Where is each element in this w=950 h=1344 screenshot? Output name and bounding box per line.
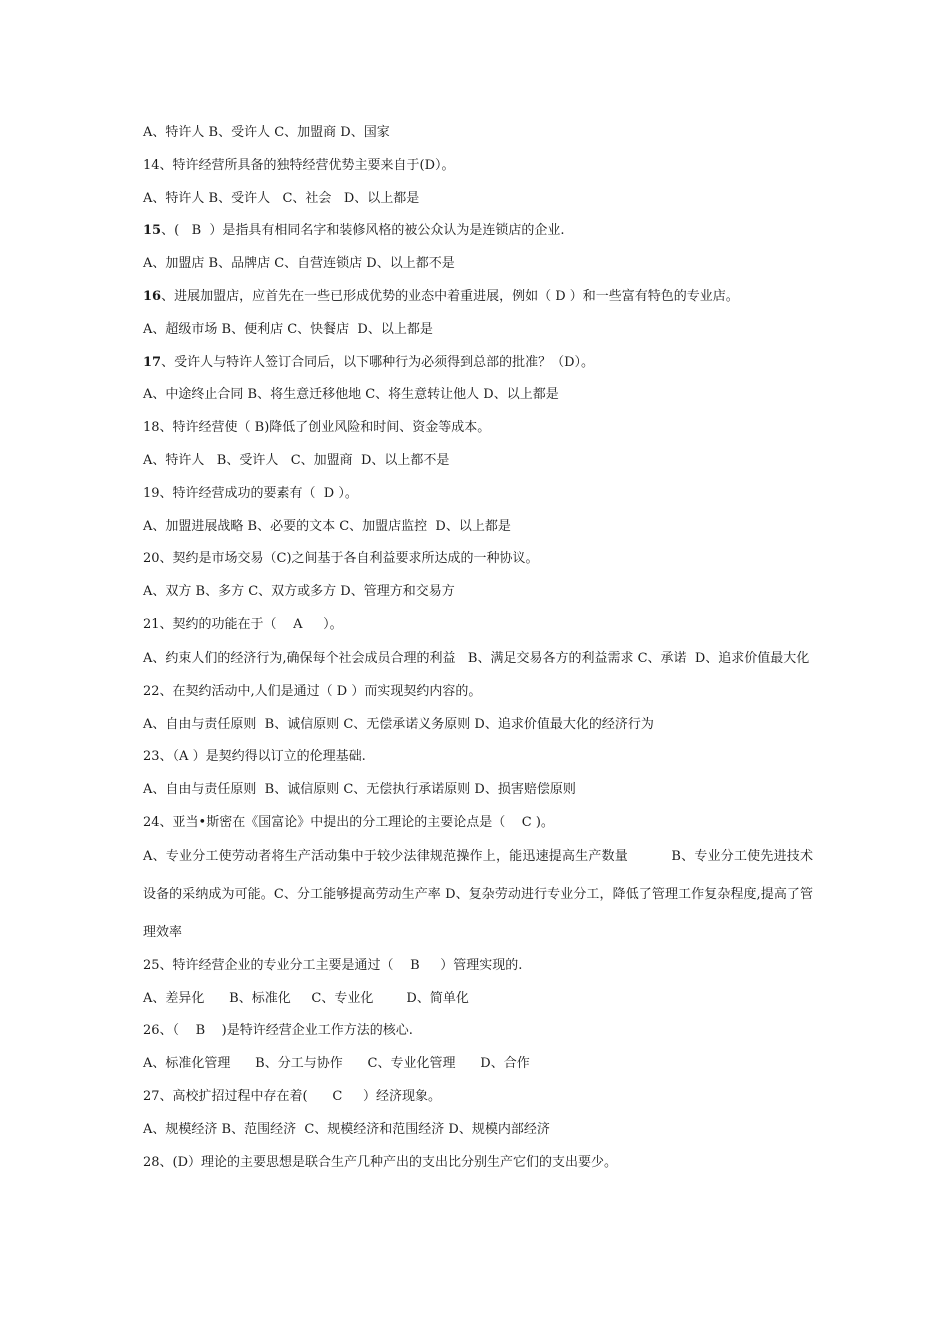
question-22: 22、在契约活动中,人们是通过（ D ）而实现契约内容的。: [143, 683, 482, 699]
question-26: 26、（ B )是特许经营企业工作方法的核心.: [143, 1023, 413, 1039]
options-25: A、差异化 B、标准化 C、专业化 D、简单化: [143, 990, 469, 1006]
options-16: A、超级市场 B、便利店 C、快餐店 D、以上都是: [143, 321, 433, 337]
question-20: 20、契约是市场交易（C)之间基于各自利益要求所达成的一种协议。: [143, 551, 539, 567]
options-20: A、双方 B、多方 C、双方或多方 D、管理方和交易方: [143, 584, 455, 600]
options-21: A、约束人们的经济行为,确保每个社会成员合理的利益 B、满足交易各方的利益需求 C、承诺 D、追求价值最大化: [143, 650, 810, 666]
question-28: 28、(D）理论的主要思想是联合生产几种产出的支出比分别生产它们的支出要少。: [143, 1154, 618, 1170]
options-24: A、专业分工使劳动者将生产活动集中于较少法律规范操作上，能迅速提高生产数量 B、专业分工使先进技术设备的采纳成为可能。C、分工能够提高劳动生产率 D、复杂劳动进行专业分工，降低了管理工作复杂程度,提高了管理效率: [143, 848, 813, 940]
options-22: A、自由与责任原则 B、诚信原则 C、无偿承诺义务原则 D、追求价值最大化的经济行为: [143, 716, 654, 732]
options-14: A、特许人 B、受许人 C、社会 D、以上都是: [143, 190, 420, 206]
document-page: [143, 123, 813, 1185]
question-23: 23、（A ）是契约得以订立的伦理基础.: [143, 749, 366, 765]
question-15: 15、( B ）是指具有相同名字和装修风格的被公众认为是连锁店的企业.: [143, 223, 565, 239]
options-17: A、中途终止合同 B、将生意迁移他地 C、将生意转让他人 D、以上都是: [143, 387, 559, 403]
question-17: 17、受许人与特许人签订合同后，以下哪种行为必须得到总部的批准？（D）。: [143, 354, 595, 370]
options-19: A、加盟进展战略 B、必要的文本 C、加盟店监控 D、以上都是: [143, 518, 511, 534]
question-25: 25、特许经营企业的专业分工主要是通过（ B ）管理实现的.: [143, 957, 523, 973]
question-24: 24、亚当•斯密在《国富论》中提出的分工理论的主要论点是（ C )。: [143, 814, 554, 830]
options-15: A、加盟店 B、品牌店 C、自营连锁店 D、以上都不是: [143, 256, 455, 272]
options-18: A、特许人 B、受许人 C、加盟商 D、以上都不是: [143, 452, 450, 468]
question-18: 18、特许经营使（ B)降低了创业风险和时间、资金等成本。: [143, 420, 491, 436]
options-23: A、自由与责任原则 B、诚信原则 C、无偿执行承诺原则 D、损害赔偿原则: [143, 782, 576, 798]
question-27: 27、高校扩招过程中存在着( C ）经济现象。: [143, 1088, 442, 1104]
paragraph-0: A、特许人 B、受许人 C、加盟商 D、国家: [143, 125, 390, 140]
question-21: 21、契约的功能在于（ A ）。: [143, 616, 343, 632]
question-19: 19、特许经营成功的要素有（ D ）。: [143, 485, 358, 501]
options-26: A、标准化管理 B、分工与协作 C、专业化管理 D、合作: [143, 1056, 530, 1072]
question-14: 14、特许经营所具备的独特经营优势主要来自于(D）。: [143, 157, 455, 173]
options-27: A、规模经济 B、范围经济 C、规模经济和范围经济 D、规模内部经济: [143, 1121, 550, 1137]
question-16: 16、进展加盟店，应首先在一些已形成优势的业态中着重进展，例如（ D ）和一些富有特色的专业店。: [143, 288, 739, 304]
